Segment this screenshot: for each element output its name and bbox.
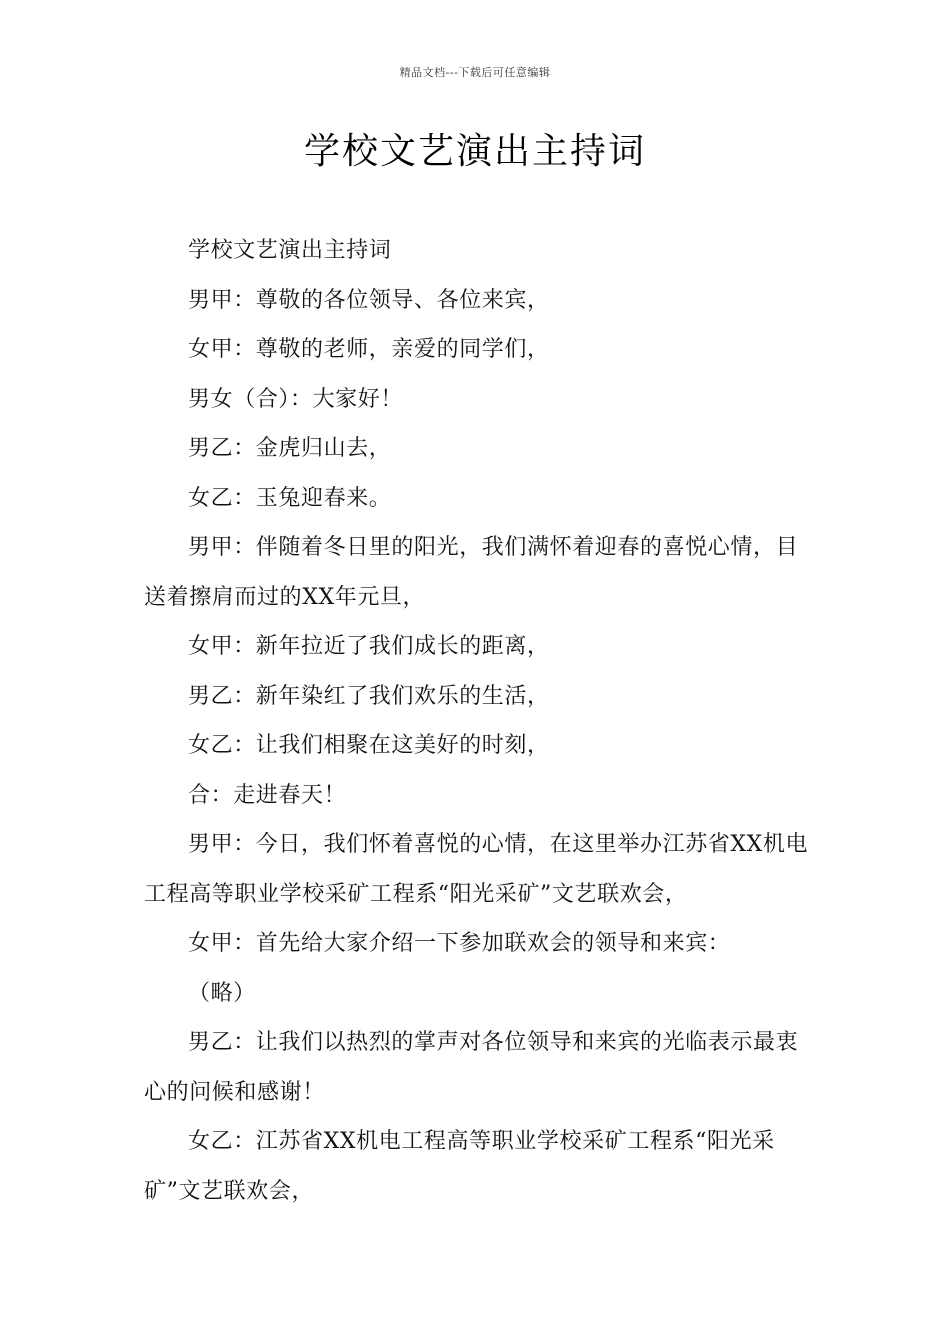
paragraph: 男甲：伴随着冬日里的阳光，我们满怀着迎春的喜悦心情，目送着擦肩而过的XX年元旦， (144, 535, 799, 610)
document-body (144, 226, 809, 1216)
paragraph: 男女（合）：大家好！ (188, 386, 404, 412)
paragraph: 女甲：尊敬的老师，亲爱的同学们， (188, 337, 550, 362)
paragraph: 女乙：江苏省XX机电工程高等职业学校采矿工程系“阳光采矿”文艺联欢会， (144, 1129, 775, 1204)
paragraph: 女甲：首先给大家介绍一下参加联欢会的领导和来宾： (188, 931, 731, 956)
paragraph: 男乙：让我们以热烈的掌声对各位领导和来宾的光临表示最衷心的问候和感谢！ (144, 1030, 799, 1105)
paragraph: 女乙：玉兔迎春来。 (188, 485, 392, 511)
paragraph: 男乙：新年染红了我们欢乐的生活， (188, 683, 550, 709)
paragraph: 男乙：金虎归山去， (188, 436, 392, 461)
paragraph: 合：走进春天！ (188, 782, 347, 808)
paragraph: 学校文艺演出主持词 (188, 238, 392, 263)
paragraph: 女乙：让我们相聚在这美好的时刻， (188, 733, 550, 758)
paragraph: 男甲：今日，我们怀着喜悦的心情，在这里举办江苏省XX机电工程高等职业学校采矿工程系“阳光采矿”文艺联欢会， (144, 832, 809, 907)
document-title: 学校文艺演出主持词 (303, 131, 646, 172)
paragraph: 男甲：尊敬的各位领导、各位来宾， (188, 287, 550, 313)
header-note: 精品文档---下载后可任意编辑 (399, 66, 551, 79)
paragraph: 女甲：新年拉近了我们成长的距离， (188, 634, 550, 659)
paragraph: （略） (188, 980, 256, 1006)
